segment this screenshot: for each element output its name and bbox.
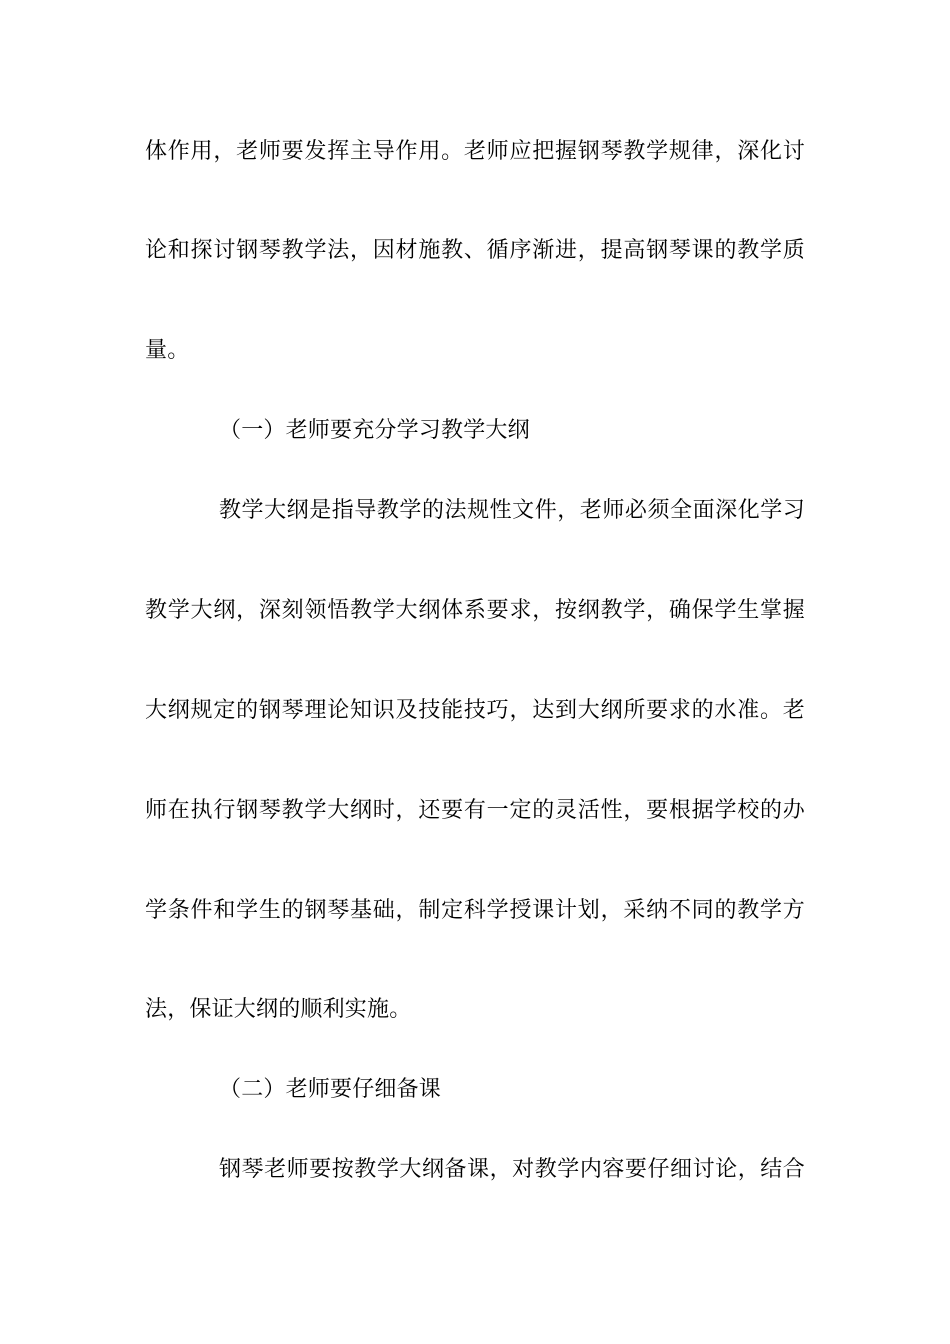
- section-heading-1: （一）老师要充分学习教学大纲: [219, 418, 530, 443]
- body-text-line: 大纲规定的钢琴理论知识及技能技巧，达到大纲所要求的水准。老: [145, 698, 805, 723]
- paragraph-first-line: 钢琴老师要按教学大纲备课，对教学内容要仔细讨论，结合: [219, 1157, 805, 1182]
- paragraph-first-line: 教学大纲是指导教学的法规性文件，老师必须全面深化学习: [219, 498, 805, 523]
- body-text-line: 学条件和学生的钢琴基础，制定科学授课计划，采纳不同的教学方: [145, 898, 805, 923]
- body-text-line: 量。: [145, 338, 190, 363]
- body-text-line: 法，保证大纲的顺利实施。: [145, 997, 412, 1022]
- section-heading-2: （二）老师要仔细备课: [219, 1077, 442, 1102]
- body-text-line: 教学大纲，深刻领悟教学大纲体系要求，按纲教学，确保学生掌握: [145, 598, 805, 623]
- body-text-line: 体作用，老师要发挥主导作用。老师应把握钢琴教学规律，深化讨: [145, 139, 805, 164]
- body-text-line: 师在执行钢琴教学大纲时，还要有一定的灵活性，要根据学校的办: [145, 798, 805, 823]
- body-text-line: 论和探讨钢琴教学法，因材施教、循序渐进，提高钢琴课的教学质: [145, 238, 805, 263]
